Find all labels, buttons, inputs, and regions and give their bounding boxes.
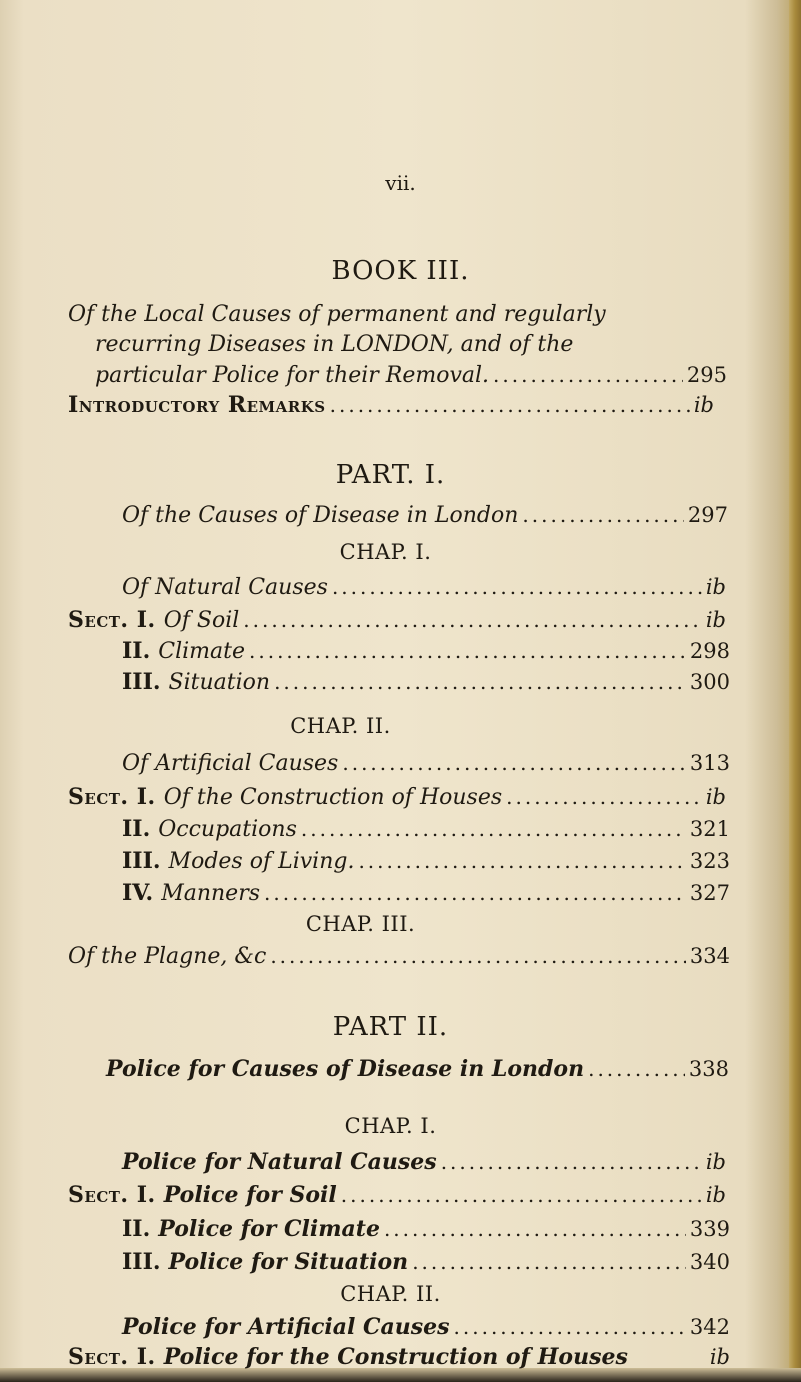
- leader-dots: [384, 1214, 686, 1244]
- section-number: IV.: [122, 880, 154, 906]
- toc-entry-p1c2-s3[interactable]: [122, 846, 730, 877]
- toc-entry-p2c2-s1[interactable]: [68, 1342, 730, 1372]
- page-ref: 340: [689, 1250, 730, 1274]
- leader-dots: [332, 572, 702, 602]
- entry-title: Modes of Living.: [168, 849, 355, 874]
- book-heading: BOOK III.: [331, 256, 470, 286]
- part1-chap2-heading: CHAP. II.: [290, 714, 391, 738]
- entry-title: Police for Artificial Causes: [122, 1314, 450, 1340]
- section-number: III.: [122, 669, 161, 695]
- page-ref: 313: [689, 751, 730, 775]
- section-number: III.: [122, 1249, 161, 1275]
- toc-entry-p1c1[interactable]: [122, 572, 726, 603]
- page-number: vii.: [385, 171, 416, 195]
- leader-dots: [454, 1312, 686, 1342]
- page-ref: ib: [705, 608, 726, 632]
- section-number: Sect. I.: [68, 1344, 156, 1370]
- entry-title: Of Artificial Causes: [122, 751, 339, 776]
- leader-dots: [270, 941, 686, 971]
- book-title-line-2: recurring Diseases in LONDON, and of the: [95, 332, 574, 357]
- leader-dots: [358, 846, 685, 876]
- entry-title: Police for Situation: [168, 1249, 409, 1275]
- toc-entry-p2c1-s1[interactable]: [68, 1180, 726, 1210]
- entry-title: Police for the Construction of Houses: [163, 1344, 628, 1370]
- leader-dots: [588, 1054, 685, 1084]
- entry-title: Occupations: [158, 817, 297, 842]
- page-ref: 327: [689, 881, 730, 905]
- page-ref: 339: [689, 1217, 730, 1241]
- section-number: II.: [122, 1216, 151, 1242]
- entry-title: Police for Soil: [163, 1182, 337, 1208]
- entry-title: Manners: [161, 881, 260, 906]
- page-ref: 342: [689, 1315, 730, 1339]
- book-title-line-3: particular Police for their Removal.: [95, 363, 490, 388]
- page-ref: 338: [688, 1057, 729, 1081]
- entry-title: Police for Causes of Disease in London: [106, 1056, 585, 1082]
- toc-entry-p1c1-s3[interactable]: [122, 667, 730, 698]
- leader-dots: [243, 605, 702, 635]
- section-number: III.: [122, 848, 161, 874]
- part1-heading: PART. I.: [335, 460, 446, 490]
- leader-dots: [249, 636, 686, 666]
- leader-dots: [341, 1180, 702, 1210]
- toc-entry-p1c2[interactable]: [122, 748, 730, 779]
- page-ref: ib: [705, 785, 726, 809]
- part2-heading: PART II.: [332, 1012, 449, 1042]
- entry-title: Of the Causes of Disease in London: [122, 503, 519, 528]
- entry-title: Police for Climate: [158, 1216, 380, 1242]
- leader-dots: [506, 782, 702, 812]
- page-ref: ib: [709, 1345, 730, 1369]
- leader-dots: [301, 814, 686, 844]
- section-number: II.: [122, 638, 151, 664]
- toc-entry-p2c2[interactable]: [122, 1312, 730, 1342]
- leader-dots: [441, 1147, 702, 1177]
- page-edge: [789, 0, 801, 1382]
- page-ref: ib: [705, 1150, 726, 1174]
- entry-title: Of the Plagne, &c: [68, 944, 267, 969]
- page-ref: 297: [687, 503, 728, 527]
- toc-entry-part2[interactable]: [106, 1054, 729, 1084]
- leader-dots: [264, 878, 686, 908]
- entry-title: Of Natural Causes: [122, 575, 328, 600]
- page-ref: 323: [689, 849, 730, 873]
- page-ref: ib: [693, 393, 714, 417]
- part1-chap1-heading: CHAP. I.: [339, 540, 432, 564]
- page-ref: ib: [705, 1183, 726, 1207]
- toc-entry-book-title[interactable]: [95, 360, 727, 391]
- toc-entry-p1c1-s1[interactable]: [68, 605, 726, 636]
- page-ref: 298: [689, 639, 730, 663]
- leader-dots: [330, 390, 690, 420]
- section-number: Sect. I.: [68, 607, 156, 633]
- page-ref: 295: [686, 363, 727, 387]
- leader-dots: [274, 667, 686, 697]
- entry-title: Climate: [158, 639, 245, 664]
- toc-entry-p1c3[interactable]: [68, 941, 730, 972]
- toc-entry-p1c1-s2[interactable]: [122, 636, 730, 667]
- book-title-line-1: Of the Local Causes of permanent and regularly: [68, 302, 606, 327]
- entry-title: Of Soil: [163, 608, 240, 633]
- section-number: Sect. I.: [68, 784, 156, 810]
- page-ref: 321: [689, 817, 730, 841]
- toc-entry-p2c1-s2[interactable]: [122, 1214, 730, 1244]
- entry-title: Situation: [168, 670, 271, 695]
- leader-dots: [412, 1247, 686, 1277]
- section-number: II.: [122, 816, 151, 842]
- page-ref: 334: [689, 944, 730, 968]
- leader-dots: [493, 360, 683, 390]
- page-ref: 300: [689, 670, 730, 694]
- toc-entry-p1c2-s1[interactable]: [68, 782, 726, 813]
- toc-entry-p2c1[interactable]: [122, 1147, 726, 1177]
- page-ref: ib: [705, 575, 726, 599]
- part1-chap3-heading: CHAP. III.: [305, 912, 416, 936]
- entry-title: Introductory Remarks: [68, 392, 326, 418]
- toc-entry-p1c2-s4[interactable]: [122, 878, 730, 909]
- leader-dots: [522, 500, 683, 530]
- part2-chap2-heading: CHAP. II.: [340, 1282, 441, 1306]
- toc-entry-introductory[interactable]: [68, 390, 714, 420]
- toc-entry-p2c1-s3[interactable]: [122, 1247, 730, 1277]
- toc-entry-p1c2-s2[interactable]: [122, 814, 730, 845]
- section-number: Sect. I.: [68, 1182, 156, 1208]
- leader-dots: [342, 748, 686, 778]
- entry-title: Of the Construction of Houses: [163, 785, 503, 810]
- entry-title: Police for Natural Causes: [122, 1149, 437, 1175]
- part2-chap1-heading: CHAP. I.: [344, 1114, 437, 1138]
- toc-entry-part1[interactable]: [122, 500, 728, 531]
